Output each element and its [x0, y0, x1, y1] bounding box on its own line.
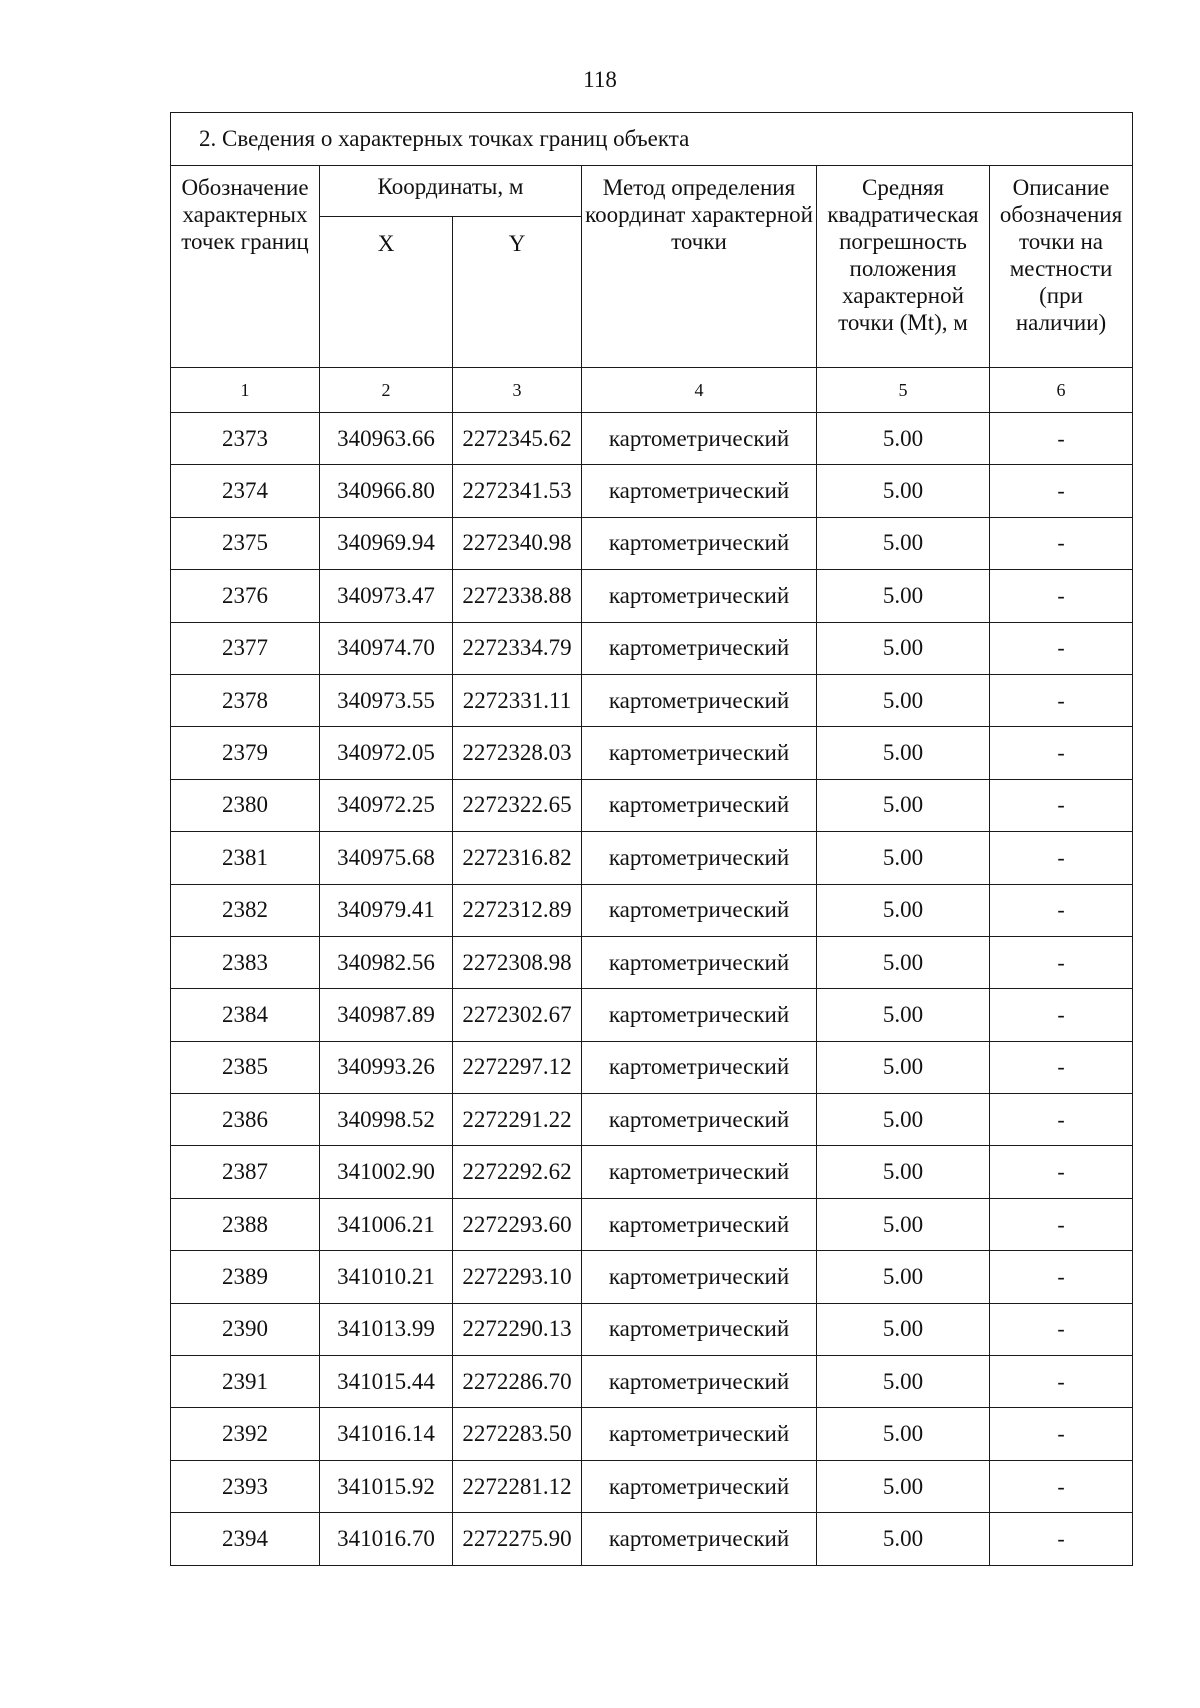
- method-cell: картометрический: [582, 884, 817, 936]
- description-cell: -: [990, 1198, 1133, 1250]
- table-row: [171, 1094, 1133, 1146]
- mean-error-cell: 5.00: [817, 727, 990, 779]
- x-coordinate-cell: 340998.52: [320, 1094, 453, 1146]
- description-cell: -: [990, 674, 1133, 726]
- column-number: 5: [817, 368, 990, 413]
- table-row: [171, 1408, 1133, 1460]
- x-coordinate-cell: 340979.41: [320, 884, 453, 936]
- point-id-cell: 2385: [171, 1041, 320, 1093]
- y-coordinate-cell: 2272334.79: [453, 622, 582, 674]
- point-id-cell: 2390: [171, 1303, 320, 1355]
- method-cell: картометрический: [582, 674, 817, 726]
- table-row: [171, 936, 1133, 988]
- y-coordinate-cell: 2272302.67: [453, 989, 582, 1041]
- description-cell: -: [990, 413, 1133, 465]
- column-number: 2: [320, 368, 453, 413]
- y-coordinate-cell: 2272293.60: [453, 1198, 582, 1250]
- method-cell: картометрический: [582, 832, 817, 884]
- mean-error-cell: 5.00: [817, 779, 990, 831]
- description-cell: -: [990, 1251, 1133, 1303]
- header-row-top: [171, 166, 1133, 217]
- y-coordinate-cell: 2272328.03: [453, 727, 582, 779]
- point-id-cell: 2388: [171, 1198, 320, 1250]
- x-coordinate-cell: 341010.21: [320, 1251, 453, 1303]
- description-cell: -: [990, 832, 1133, 884]
- column-number-row: [171, 368, 1133, 413]
- description-cell: -: [990, 517, 1133, 569]
- method-cell: картометрический: [582, 517, 817, 569]
- description-cell: -: [990, 1408, 1133, 1460]
- method-cell: картометрический: [582, 1356, 817, 1408]
- description-cell: -: [990, 884, 1133, 936]
- y-coordinate-cell: 2272312.89: [453, 884, 582, 936]
- point-id-cell: 2387: [171, 1146, 320, 1198]
- mean-error-cell: 5.00: [817, 1460, 990, 1512]
- point-id-cell: 2381: [171, 832, 320, 884]
- method-cell: картометрический: [582, 779, 817, 831]
- mean-error-cell: 5.00: [817, 413, 990, 465]
- table-row: [171, 517, 1133, 569]
- y-coordinate-cell: 2272297.12: [453, 1041, 582, 1093]
- boundary-points-table: [170, 112, 1133, 1566]
- x-coordinate-cell: 341013.99: [320, 1303, 453, 1355]
- header-y: Y: [453, 217, 582, 368]
- x-coordinate-cell: 340973.55: [320, 674, 453, 726]
- y-coordinate-cell: 2272292.62: [453, 1146, 582, 1198]
- table-row: [171, 1146, 1133, 1198]
- table-row: [171, 1356, 1133, 1408]
- x-coordinate-cell: 340987.89: [320, 989, 453, 1041]
- y-coordinate-cell: 2272316.82: [453, 832, 582, 884]
- method-cell: картометрический: [582, 1041, 817, 1093]
- method-cell: картометрический: [582, 1460, 817, 1512]
- point-id-cell: 2386: [171, 1094, 320, 1146]
- description-cell: -: [990, 727, 1133, 779]
- method-cell: картометрический: [582, 1303, 817, 1355]
- table-row: [171, 1198, 1133, 1250]
- method-cell: картометрический: [582, 622, 817, 674]
- table-row: [171, 884, 1133, 936]
- description-cell: -: [990, 1356, 1133, 1408]
- mean-error-cell: 5.00: [817, 832, 990, 884]
- y-coordinate-cell: 2272290.13: [453, 1303, 582, 1355]
- description-cell: -: [990, 1094, 1133, 1146]
- method-cell: картометрический: [582, 1513, 817, 1565]
- header-x: X: [320, 217, 453, 368]
- method-cell: картометрический: [582, 1094, 817, 1146]
- description-cell: -: [990, 1146, 1133, 1198]
- x-coordinate-cell: 341016.70: [320, 1513, 453, 1565]
- method-cell: картометрический: [582, 936, 817, 988]
- mean-error-cell: 5.00: [817, 622, 990, 674]
- description-cell: -: [990, 936, 1133, 988]
- mean-error-cell: 5.00: [817, 517, 990, 569]
- mean-error-cell: 5.00: [817, 936, 990, 988]
- x-coordinate-cell: 340982.56: [320, 936, 453, 988]
- point-id-cell: 2374: [171, 465, 320, 517]
- point-id-cell: 2380: [171, 779, 320, 831]
- table-row: [171, 727, 1133, 779]
- description-cell: -: [990, 622, 1133, 674]
- y-coordinate-cell: 2272340.98: [453, 517, 582, 569]
- y-coordinate-cell: 2272281.12: [453, 1460, 582, 1512]
- description-cell: -: [990, 570, 1133, 622]
- header-description: Описание обозначения точки на местности (при наличии): [990, 166, 1133, 368]
- table-row: [171, 674, 1133, 726]
- mean-error-cell: 5.00: [817, 1356, 990, 1408]
- column-number: 1: [171, 368, 320, 413]
- description-cell: -: [990, 1460, 1133, 1512]
- y-coordinate-cell: 2272341.53: [453, 465, 582, 517]
- method-cell: картометрический: [582, 727, 817, 779]
- y-coordinate-cell: 2272338.88: [453, 570, 582, 622]
- description-cell: -: [990, 1041, 1133, 1093]
- x-coordinate-cell: 340974.70: [320, 622, 453, 674]
- mean-error-cell: 5.00: [817, 1094, 990, 1146]
- header-mean-error: Средняя квадратическая погрешность положения характерной точки (Mt), м: [817, 166, 990, 368]
- point-id-cell: 2393: [171, 1460, 320, 1512]
- method-cell: картометрический: [582, 465, 817, 517]
- header-point-designation: Обозначение характерных точек границ: [171, 166, 320, 368]
- method-cell: картометрический: [582, 1251, 817, 1303]
- description-cell: -: [990, 779, 1133, 831]
- point-id-cell: 2383: [171, 936, 320, 988]
- mean-error-cell: 5.00: [817, 1146, 990, 1198]
- y-coordinate-cell: 2272283.50: [453, 1408, 582, 1460]
- method-cell: картометрический: [582, 1146, 817, 1198]
- x-coordinate-cell: 341015.44: [320, 1356, 453, 1408]
- point-id-cell: 2384: [171, 989, 320, 1041]
- mean-error-cell: 5.00: [817, 1408, 990, 1460]
- y-coordinate-cell: 2272275.90: [453, 1513, 582, 1565]
- table-row: [171, 570, 1133, 622]
- x-coordinate-cell: 340972.25: [320, 779, 453, 831]
- description-cell: -: [990, 1303, 1133, 1355]
- x-coordinate-cell: 340993.26: [320, 1041, 453, 1093]
- point-id-cell: 2378: [171, 674, 320, 726]
- x-coordinate-cell: 340973.47: [320, 570, 453, 622]
- mean-error-cell: 5.00: [817, 570, 990, 622]
- x-coordinate-cell: 340969.94: [320, 517, 453, 569]
- method-cell: картометрический: [582, 1198, 817, 1250]
- mean-error-cell: 5.00: [817, 989, 990, 1041]
- y-coordinate-cell: 2272331.11: [453, 674, 582, 726]
- y-coordinate-cell: 2272308.98: [453, 936, 582, 988]
- mean-error-cell: 5.00: [817, 1041, 990, 1093]
- table-row: [171, 413, 1133, 465]
- table-row: [171, 1251, 1133, 1303]
- y-coordinate-cell: 2272293.10: [453, 1251, 582, 1303]
- description-cell: -: [990, 1513, 1133, 1565]
- x-coordinate-cell: 341016.14: [320, 1408, 453, 1460]
- column-number: 6: [990, 368, 1133, 413]
- method-cell: картометрический: [582, 1408, 817, 1460]
- table-row: [171, 465, 1133, 517]
- table-row: [171, 1041, 1133, 1093]
- point-id-cell: 2382: [171, 884, 320, 936]
- table-row: [171, 1513, 1133, 1565]
- description-cell: -: [990, 465, 1133, 517]
- point-id-cell: 2373: [171, 413, 320, 465]
- description-cell: -: [990, 989, 1133, 1041]
- section-title: 2. Сведения о характерных точках границ объекта: [171, 113, 1133, 166]
- method-cell: картометрический: [582, 570, 817, 622]
- section-title-row: [171, 113, 1133, 166]
- mean-error-cell: 5.00: [817, 1251, 990, 1303]
- mean-error-cell: 5.00: [817, 1513, 990, 1565]
- header-coordinates: Координаты, м: [320, 166, 582, 217]
- y-coordinate-cell: 2272345.62: [453, 413, 582, 465]
- x-coordinate-cell: 341006.21: [320, 1198, 453, 1250]
- method-cell: картометрический: [582, 989, 817, 1041]
- column-number: 3: [453, 368, 582, 413]
- mean-error-cell: 5.00: [817, 1303, 990, 1355]
- x-coordinate-cell: 340966.80: [320, 465, 453, 517]
- table-row: [171, 989, 1133, 1041]
- header-method: Метод определения координат характерной точки: [582, 166, 817, 368]
- point-id-cell: 2389: [171, 1251, 320, 1303]
- point-id-cell: 2394: [171, 1513, 320, 1565]
- x-coordinate-cell: 340963.66: [320, 413, 453, 465]
- mean-error-cell: 5.00: [817, 465, 990, 517]
- point-id-cell: 2391: [171, 1356, 320, 1408]
- method-cell: картометрический: [582, 413, 817, 465]
- point-id-cell: 2375: [171, 517, 320, 569]
- x-coordinate-cell: 341015.92: [320, 1460, 453, 1512]
- table-body: [171, 413, 1133, 1566]
- table-row: [171, 1303, 1133, 1355]
- mean-error-cell: 5.00: [817, 884, 990, 936]
- y-coordinate-cell: 2272322.65: [453, 779, 582, 831]
- point-id-cell: 2379: [171, 727, 320, 779]
- point-id-cell: 2376: [171, 570, 320, 622]
- x-coordinate-cell: 341002.90: [320, 1146, 453, 1198]
- x-coordinate-cell: 340975.68: [320, 832, 453, 884]
- page-number: 118: [583, 67, 617, 92]
- x-coordinate-cell: 340972.05: [320, 727, 453, 779]
- y-coordinate-cell: 2272291.22: [453, 1094, 582, 1146]
- table-row: [171, 622, 1133, 674]
- table-row: [171, 832, 1133, 884]
- y-coordinate-cell: 2272286.70: [453, 1356, 582, 1408]
- table-row: [171, 1460, 1133, 1512]
- table-row: [171, 779, 1133, 831]
- point-id-cell: 2392: [171, 1408, 320, 1460]
- mean-error-cell: 5.00: [817, 674, 990, 726]
- mean-error-cell: 5.00: [817, 1198, 990, 1250]
- point-id-cell: 2377: [171, 622, 320, 674]
- column-number: 4: [582, 368, 817, 413]
